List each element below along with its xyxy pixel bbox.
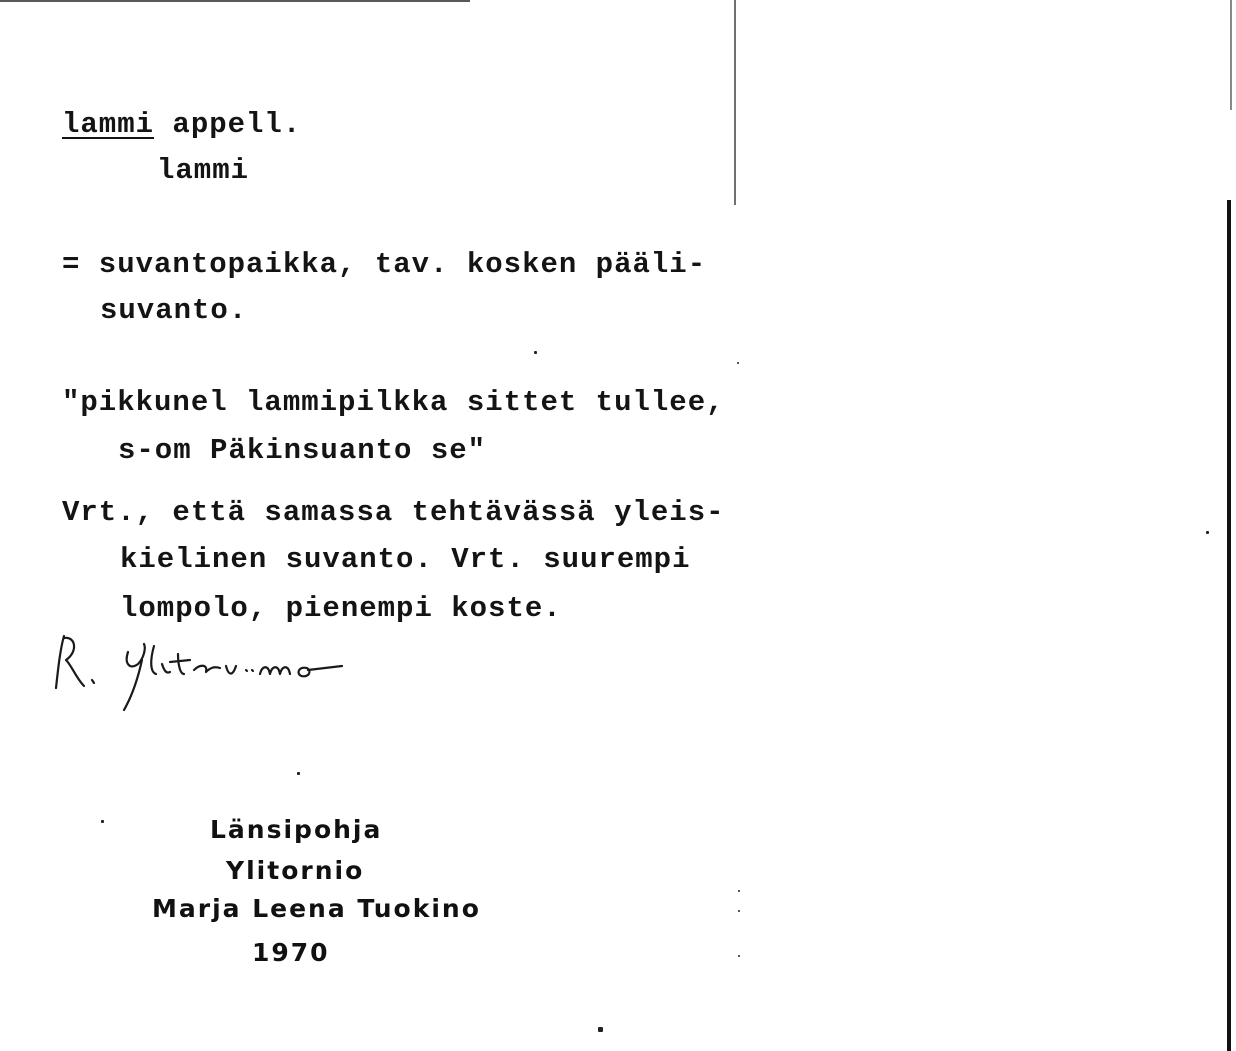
note-line-2: kielinen suvanto. Vrt. suurempi bbox=[120, 543, 691, 576]
handwritten-signature bbox=[50, 630, 350, 720]
definition-line-1: = suvantopaikka, tav. kosken pääli- bbox=[62, 248, 707, 281]
stamp-region: Länsipohja bbox=[210, 815, 383, 844]
card-top-edge bbox=[0, 0, 470, 2]
card-fold-line bbox=[734, 0, 736, 205]
definition-line-2: suvanto. bbox=[100, 294, 248, 327]
note-line-3: lompolo, pienempi koste. bbox=[120, 592, 562, 625]
note-line-1: Vrt., että samassa tehtävässä yleis- bbox=[62, 496, 725, 529]
stamp-collector: Marja Leena Tuokino bbox=[152, 894, 481, 923]
scan-speck bbox=[738, 910, 740, 912]
card-right-edge-upper bbox=[1230, 0, 1232, 110]
scan-speck bbox=[1206, 531, 1209, 534]
scan-speck bbox=[737, 362, 739, 364]
example-line-1: "pikkunel lammipilkka sittet tullee, bbox=[62, 386, 725, 419]
variant-form: lammi bbox=[157, 154, 250, 187]
stamp-parish: Ylitornio bbox=[226, 856, 365, 885]
headword: lammi bbox=[62, 108, 155, 141]
headword-grammar: appell. bbox=[154, 108, 302, 141]
scan-speck bbox=[534, 351, 537, 354]
scan-speck bbox=[598, 1027, 603, 1032]
stamp-year: 1970 bbox=[252, 938, 330, 967]
scan-speck bbox=[738, 890, 740, 892]
scan-speck bbox=[738, 955, 740, 957]
scan-speck bbox=[297, 772, 300, 775]
example-line-2: s-om Päkinsuanto se" bbox=[118, 434, 487, 467]
card-right-edge bbox=[1227, 200, 1231, 1051]
entry-header bbox=[62, 110, 301, 139]
scan-speck bbox=[101, 820, 104, 823]
